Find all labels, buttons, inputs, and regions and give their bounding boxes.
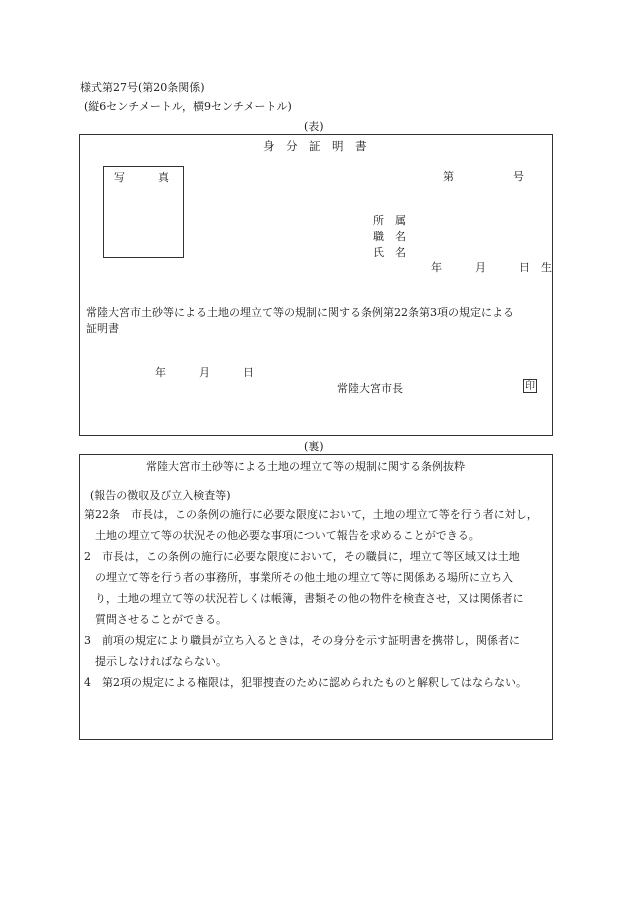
position-label: 職 名 <box>373 230 406 243</box>
article-line: 3 前項の規定により職員が立ち入るときは，その身分を示す証明書を携帯し，関係者に <box>84 634 520 647</box>
seal-stamp: 印 <box>525 381 535 392</box>
number-dai: 第 <box>443 170 454 183</box>
issue-date: 年 月 日 <box>155 366 254 379</box>
article-line: り，土地の埋立て等の状況若しくは帳簿，書類その他の物件を検査させ，又は関係者に <box>84 592 524 605</box>
size-note: (縦6センチメートル，横9センチメートル) <box>84 100 292 113</box>
back-title: 常陸大宮市土砂等による土地の埋立て等の規制に関する条例抜粋 <box>146 460 465 473</box>
front-card <box>79 134 553 436</box>
back-card <box>79 454 553 740</box>
section-heading: (報告の徴収及び立入検査等) <box>90 489 231 502</box>
birth-date: 年 月 日 生 <box>431 261 552 274</box>
article-line: 提示しなければならない。 <box>84 655 227 668</box>
issuer-name: 常陸大宮市長 <box>337 382 403 395</box>
cert-text-line1: 常陸大宮市土砂等による土地の埋立て等の規制に関する条例第22条第3項の規定による <box>86 306 514 319</box>
name-label: 氏 名 <box>373 246 406 259</box>
number-go: 号 <box>513 170 524 183</box>
form-number: 様式第27号(第20条関係) <box>80 81 205 94</box>
article-line: 4 第2項の規定による権限は，犯罪捜査のために認められたものと解釈してはならない。 <box>84 676 527 689</box>
article-line: の埋立て等を行う者の事務所，事業所その他土地の埋立て等に関係ある場所に立ち入 <box>84 571 513 584</box>
article-line: 土地の埋立て等の状況その他必要な事項について報告を求めることができる。 <box>84 529 480 542</box>
photo-box <box>103 166 184 258</box>
front-label: (表) <box>304 120 324 133</box>
photo-label: 写 真 <box>114 171 169 184</box>
affiliation-label: 所 属 <box>373 214 406 227</box>
article-line: 第22条 市長は，この条例の施行に必要な限度において，土地の埋立て等を行う者に対し， <box>84 508 538 521</box>
card-title: 身 分 証 明 書 <box>263 139 367 153</box>
article-line: 質問させることができる。 <box>84 613 227 626</box>
article-line: 2 市長は，この条例の施行に必要な限度において，その職員に，埋立て等区域又は土地 <box>84 550 520 563</box>
cert-text-line2: 証明書 <box>86 322 119 335</box>
back-label: (裏) <box>304 440 324 453</box>
